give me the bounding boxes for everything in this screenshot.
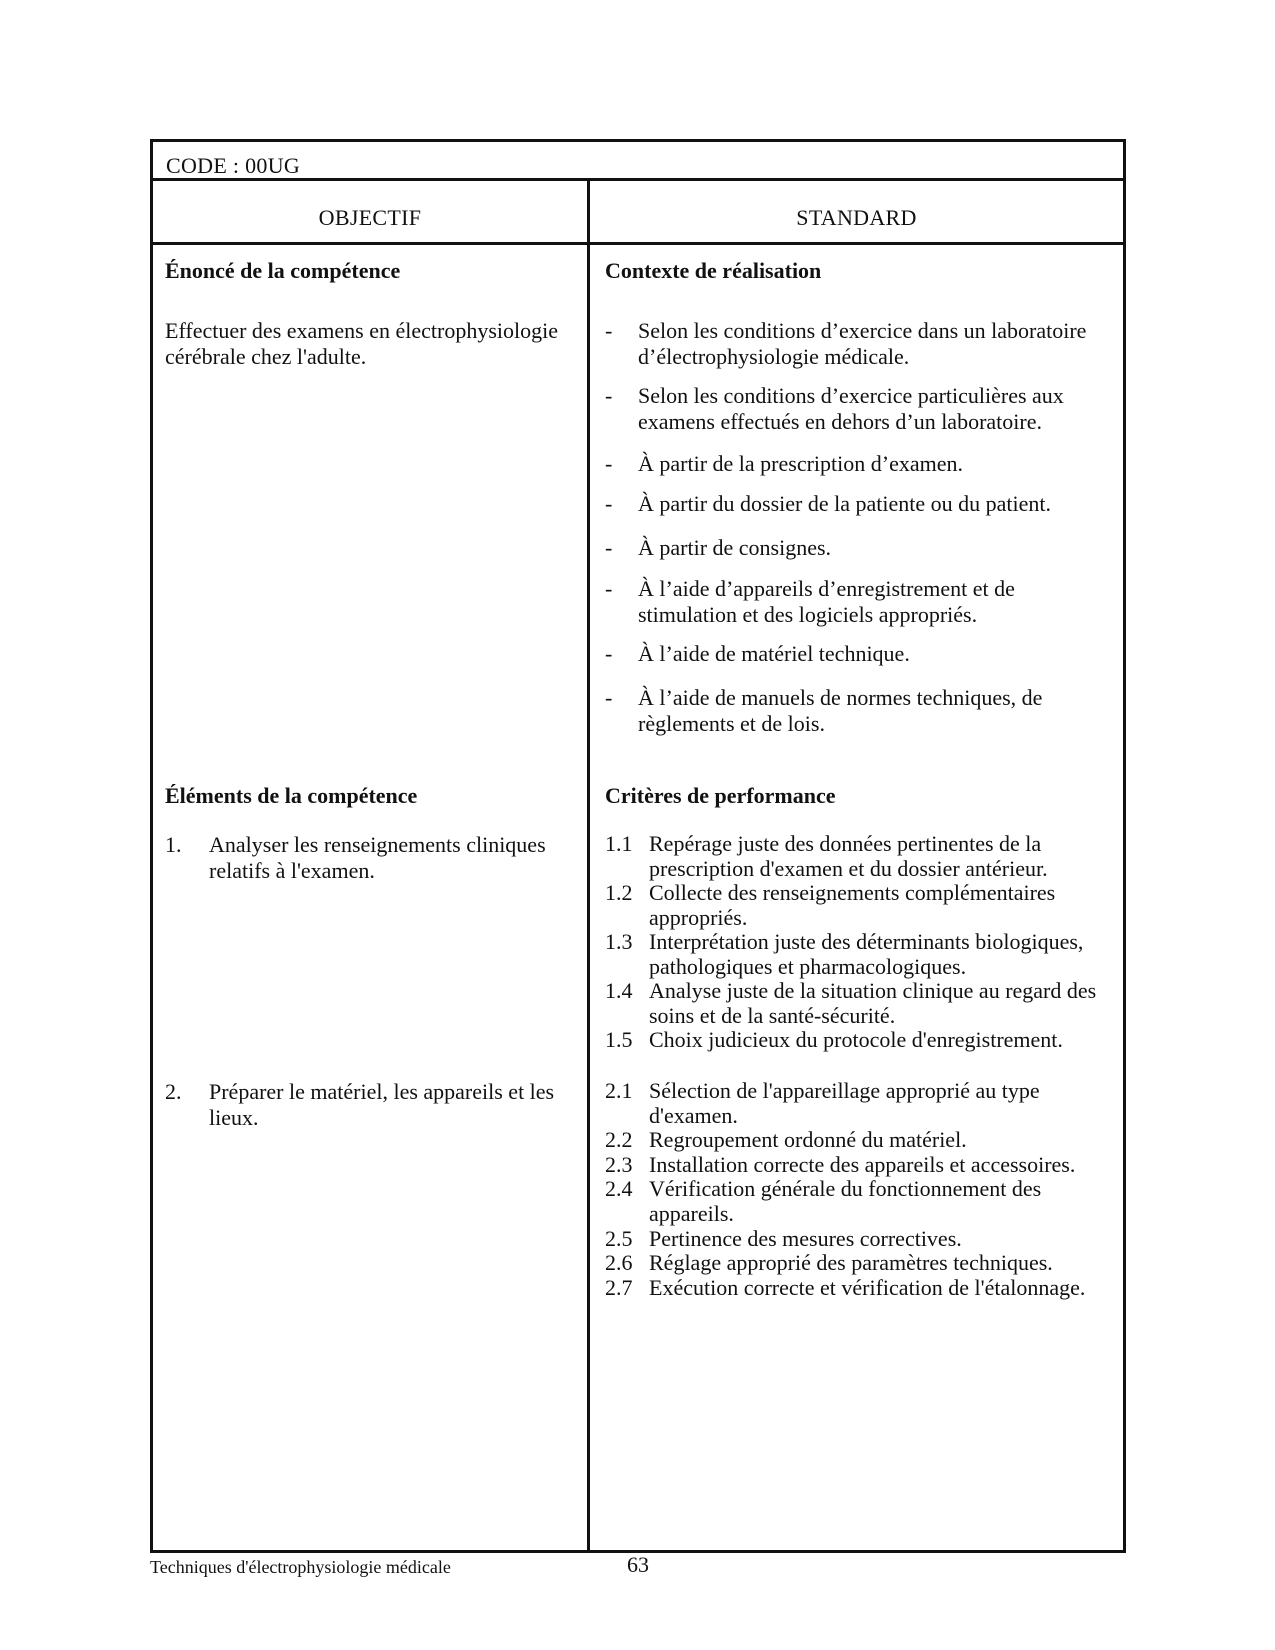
element-item: 1. Analyser les renseignements cliniques relatifs à l'examen. [165, 832, 546, 883]
criteres-title: Critères de performance [605, 783, 836, 808]
column-divider [587, 181, 590, 1550]
critere-item: 1.3 Interprétation juste des déterminants biologiques, pathologiques et pharmacologiques. [605, 929, 1084, 979]
contexte-title: Contexte de réalisation [605, 258, 822, 283]
footer-document-title: Techniques d'électrophysiologie médicale [150, 1557, 451, 1577]
enonce-text: Effectuer des examens en électrophysiologie cérébrale chez l'adulte. [165, 318, 558, 369]
contexte-item: - À partir de consignes. [605, 535, 832, 560]
standard-header: STANDARD [796, 205, 917, 230]
code-row [153, 142, 1123, 181]
critere-item: 2.3 Installation correcte des appareils et accessoires. [605, 1151, 1076, 1177]
competency-table [150, 139, 1126, 1553]
element-item: 2. Préparer le matériel, les appareils et les lieux. [165, 1079, 555, 1130]
objectif-header: OBJECTIF [318, 205, 422, 230]
critere-item: 2.4 Vérification générale du fonctionnement des appareils. [605, 1176, 1042, 1226]
contexte-item: - À partir de la prescription d’examen. [605, 451, 963, 476]
code-label: CODE : 00UG [166, 153, 301, 178]
page-number: 63 [627, 1552, 649, 1577]
contexte-item: - À l’aide d’appareils d’enregistrement et de stimulation et des logiciels appropriés. [605, 576, 1015, 627]
critere-item: 2.5 Pertinence des mesures correctives. [605, 1225, 962, 1251]
criteres-group-2 [605, 1079, 1115, 1300]
elements-title: Éléments de la compétence [165, 783, 418, 808]
header-row [153, 181, 1123, 245]
contexte-item: - Selon les conditions d’exercice dans un laboratoire d’électrophysiologie médicale. [605, 318, 1087, 369]
contexte-item: - À partir du dossier de la patiente ou du patient. [605, 491, 1051, 516]
critere-item: 1.1 Repérage juste des données pertinentes de la prescription d'examen et du dossier antérieur. [605, 831, 1048, 881]
enonce-title: Énoncé de la compétence [165, 258, 401, 283]
critere-item: 2.1 Sélection de l'appareillage approprié au type d'examen. [605, 1078, 1040, 1128]
critere-item: 1.2 Collecte des renseignements complémentaires appropriés. [605, 880, 1056, 930]
critere-item: 1.4 Analyse juste de la situation clinique au regard des soins et de la santé-sécurité. [605, 978, 1097, 1028]
critere-item: 2.2 Regroupement ordonné du matériel. [605, 1127, 967, 1153]
contexte-item: - À l’aide de matériel technique. [605, 641, 910, 666]
critere-item: 1.5 Choix judicieux du protocole d'enregistrement. [605, 1027, 1063, 1052]
contexte-item: - À l’aide de manuels de normes techniques, de règlements et de lois. [605, 685, 1043, 736]
critere-item: 2.6 Réglage approprié des paramètres techniques. [605, 1250, 1053, 1276]
contexte-item: - Selon les conditions d’exercice particulières aux examens effectués en dehors d’un laboratoire. [605, 383, 1064, 434]
critere-item: 2.7 Exécution correcte et vérification de l'étalonnage. [605, 1274, 1086, 1300]
criteres-group-1 [605, 832, 1115, 1053]
